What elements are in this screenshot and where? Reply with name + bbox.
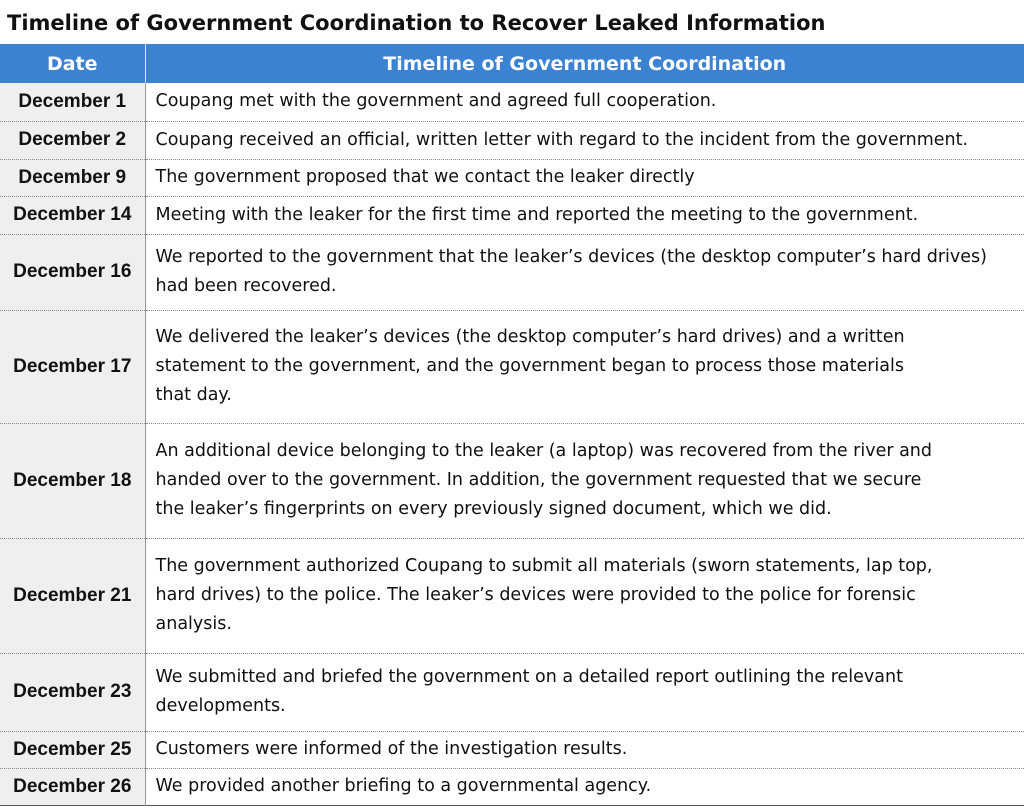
table-row (0, 159, 1024, 196)
date-cell: December 26 (0, 768, 145, 805)
date-cell: December 17 (0, 310, 145, 423)
description-cell: Customers were informed of the investigation results. (155, 739, 628, 759)
date-cell: December 25 (0, 731, 145, 768)
table-row (0, 310, 1024, 423)
date-cell: December 2 (0, 121, 145, 159)
table-row (0, 538, 1024, 653)
table-row (0, 768, 1024, 805)
table-row (0, 653, 1024, 731)
timeline-table (0, 44, 1024, 806)
date-cell: December 18 (0, 423, 145, 538)
column-header-timeline: Timeline of Government Coordination (145, 44, 1024, 83)
table-header-row (0, 44, 1024, 83)
table-row (0, 83, 1024, 121)
table-row (0, 196, 1024, 234)
date-cell: December 1 (0, 83, 145, 121)
table-row (0, 234, 1024, 310)
date-cell: December 23 (0, 653, 145, 731)
date-cell: December 14 (0, 196, 145, 234)
description-cell: The government authorized Coupang to submit all materials (sworn statements, lap top, hard drives) to the police. The leaker’s devices were provided to the police for forensic analysis. (155, 556, 933, 634)
date-cell: December 16 (0, 234, 145, 310)
description-cell: We reported to the government that the leaker’s devices (the desktop computer’s hard drives) had been recovered. (155, 247, 987, 296)
date-cell: December 9 (0, 159, 145, 196)
table-row (0, 423, 1024, 538)
description-cell: Coupang received an official, written letter with regard to the incident from the government. (155, 129, 969, 150)
description-cell: We delivered the leaker’s devices (the desktop computer’s hard drives) and a written statement to the government, and the government began to process those materials that day. (155, 327, 905, 405)
description-cell: The government proposed that we contact the leaker directly (155, 167, 695, 187)
table-row (0, 121, 1024, 159)
date-cell: December 21 (0, 538, 145, 653)
description-cell: We provided another briefing to a governmental agency. (155, 776, 652, 796)
table-row (0, 731, 1024, 768)
page-title: Timeline of Government Coordination to Recover Leaked Information (7, 11, 826, 35)
timeline-table-container (0, 44, 1024, 806)
column-header-date: Date (0, 44, 145, 83)
description-cell: An additional device belonging to the leaker (a laptop) was recovered from the river and handed over to the government. In addition, the government requested that we secure the leaker’s fingerprints on every previously signed document, which we did. (155, 441, 933, 519)
description-cell: We submitted and briefed the government on a detailed report outlining the relevant developments. (155, 667, 903, 716)
description-cell: Meeting with the leaker for the first time and reported the meeting to the government. (155, 204, 919, 225)
description-cell: Coupang met with the government and agreed full cooperation. (155, 91, 717, 112)
